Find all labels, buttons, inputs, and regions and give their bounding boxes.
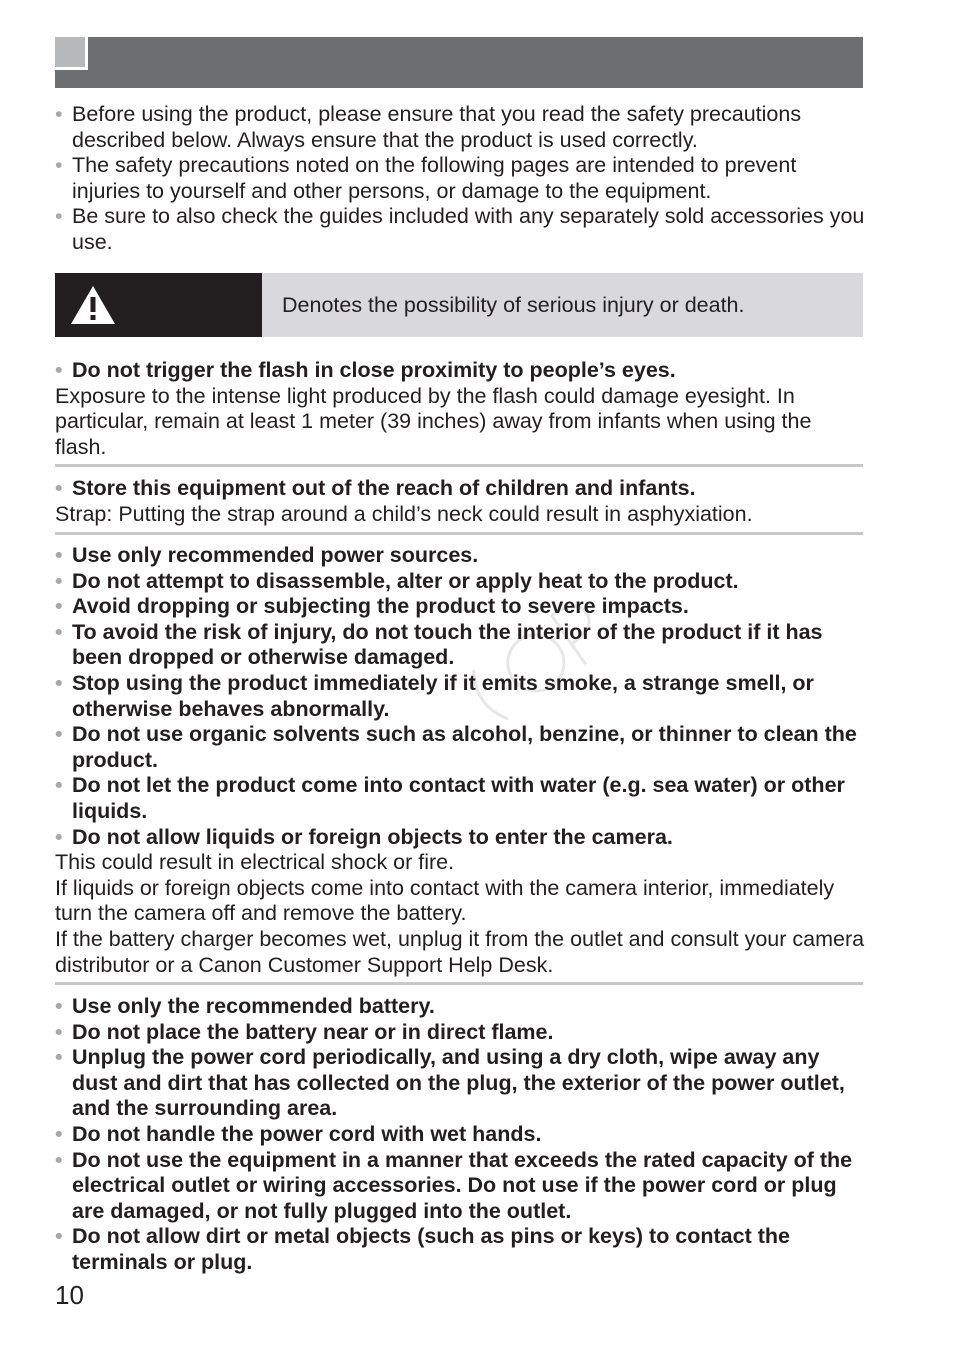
intro-bullet: • Be sure to also check the guides included with any separately sold accessories you use. [55, 204, 867, 255]
warning-explanation: If liquids or foreign objects come into contact with the camera interior, immediately turn the camera off and remove the battery. [55, 875, 835, 926]
intro-bullet: • Before using the product, please ensure that you read the safety precautions described below. Always ensure that the product is used correctly. [55, 102, 867, 153]
warning-bullet: • Unplug the power cord periodically, and using a dry cloth, wipe away any dust and dirt that has collected on the plug, the exterior of the power outlet, and the surrounding area. [55, 1045, 867, 1122]
warning-bullet: • Do not handle the power cord with wet hands. [55, 1122, 867, 1148]
warning-bullet: • Do not allow liquids or foreign objects to enter the camera. [55, 825, 867, 851]
warning-bullet: • Stop using the product immediately if it emits smoke, a strange smell, or otherwise behaves abnormally. [55, 671, 867, 722]
intro-list [55, 102, 867, 256]
warning-bullet: • Do not use organic solvents such as alcohol, benzine, or thinner to clean the product. [55, 722, 867, 773]
warning-bullet: • Use only the recommended battery. [55, 994, 867, 1020]
warning-description: Denotes the possibility of serious injury or death. [282, 293, 745, 317]
warning-explanation: If the battery charger becomes wet, unplug it from the outlet and consult your camera distributor or a Canon Customer Support Help Desk. [55, 926, 865, 977]
handling-warning-section [55, 543, 867, 978]
warning-bullet: • Do not trigger the flash in close proximity to people’s eyes. [55, 358, 867, 384]
section-divider [55, 464, 863, 467]
warning-bullet: • Do not allow dirt or metal objects (such as pins or keys) to contact the terminals or plug. [55, 1224, 867, 1275]
flash-warning-section [55, 358, 867, 460]
page-number: 10 [55, 1280, 84, 1310]
warning-bullet: • Do not place the battery near or in direct flame. [55, 1020, 867, 1046]
warning-bullet: • Do not attempt to disassemble, alter or apply heat to the product. [55, 569, 867, 595]
warning-bullet: • Do not use the equipment in a manner that exceeds the rated capacity of the electrical outlet or wiring accessories. Do not use if the power cord or plug are damaged, or not fully plugged into the outlet. [55, 1148, 867, 1225]
warning-explanation: Exposure to the intense light produced by the flash could damage eyesight. In particular, remain at least 1 meter (39 inches) away from infants when using the flash. [55, 383, 812, 459]
warning-bullet: • Use only recommended power sources. [55, 543, 867, 569]
warning-label [55, 273, 262, 337]
warning-bullet: • Avoid dropping or subjecting the product to severe impacts. [55, 594, 867, 620]
warning-bullet: • Do not let the product come into contact with water (e.g. sea water) or other liquids. [55, 773, 867, 824]
children-warning-section [55, 476, 867, 527]
warning-bullet: • To avoid the risk of injury, do not touch the interior of the product if it has been dropped or otherwise damaged. [55, 620, 867, 671]
warning-bullet: • Store this equipment out of the reach of children and infants. [55, 476, 867, 502]
battery-warning-section [55, 994, 867, 1276]
section-divider [55, 982, 863, 985]
section-header-square [55, 37, 88, 70]
warning-legend [55, 273, 863, 337]
section-divider [55, 532, 863, 535]
warning-explanation: This could result in electrical shock or fire. [55, 850, 455, 875]
warning-triangle-icon [69, 284, 117, 326]
intro-bullet: • The safety precautions noted on the following pages are intended to prevent injuries to yourself and other persons, or damage to the equipment. [55, 153, 867, 204]
warning-explanation: Strap: Putting the strap around a child’s neck could result in asphyxiation. [55, 501, 753, 526]
section-header-bar [55, 37, 863, 88]
